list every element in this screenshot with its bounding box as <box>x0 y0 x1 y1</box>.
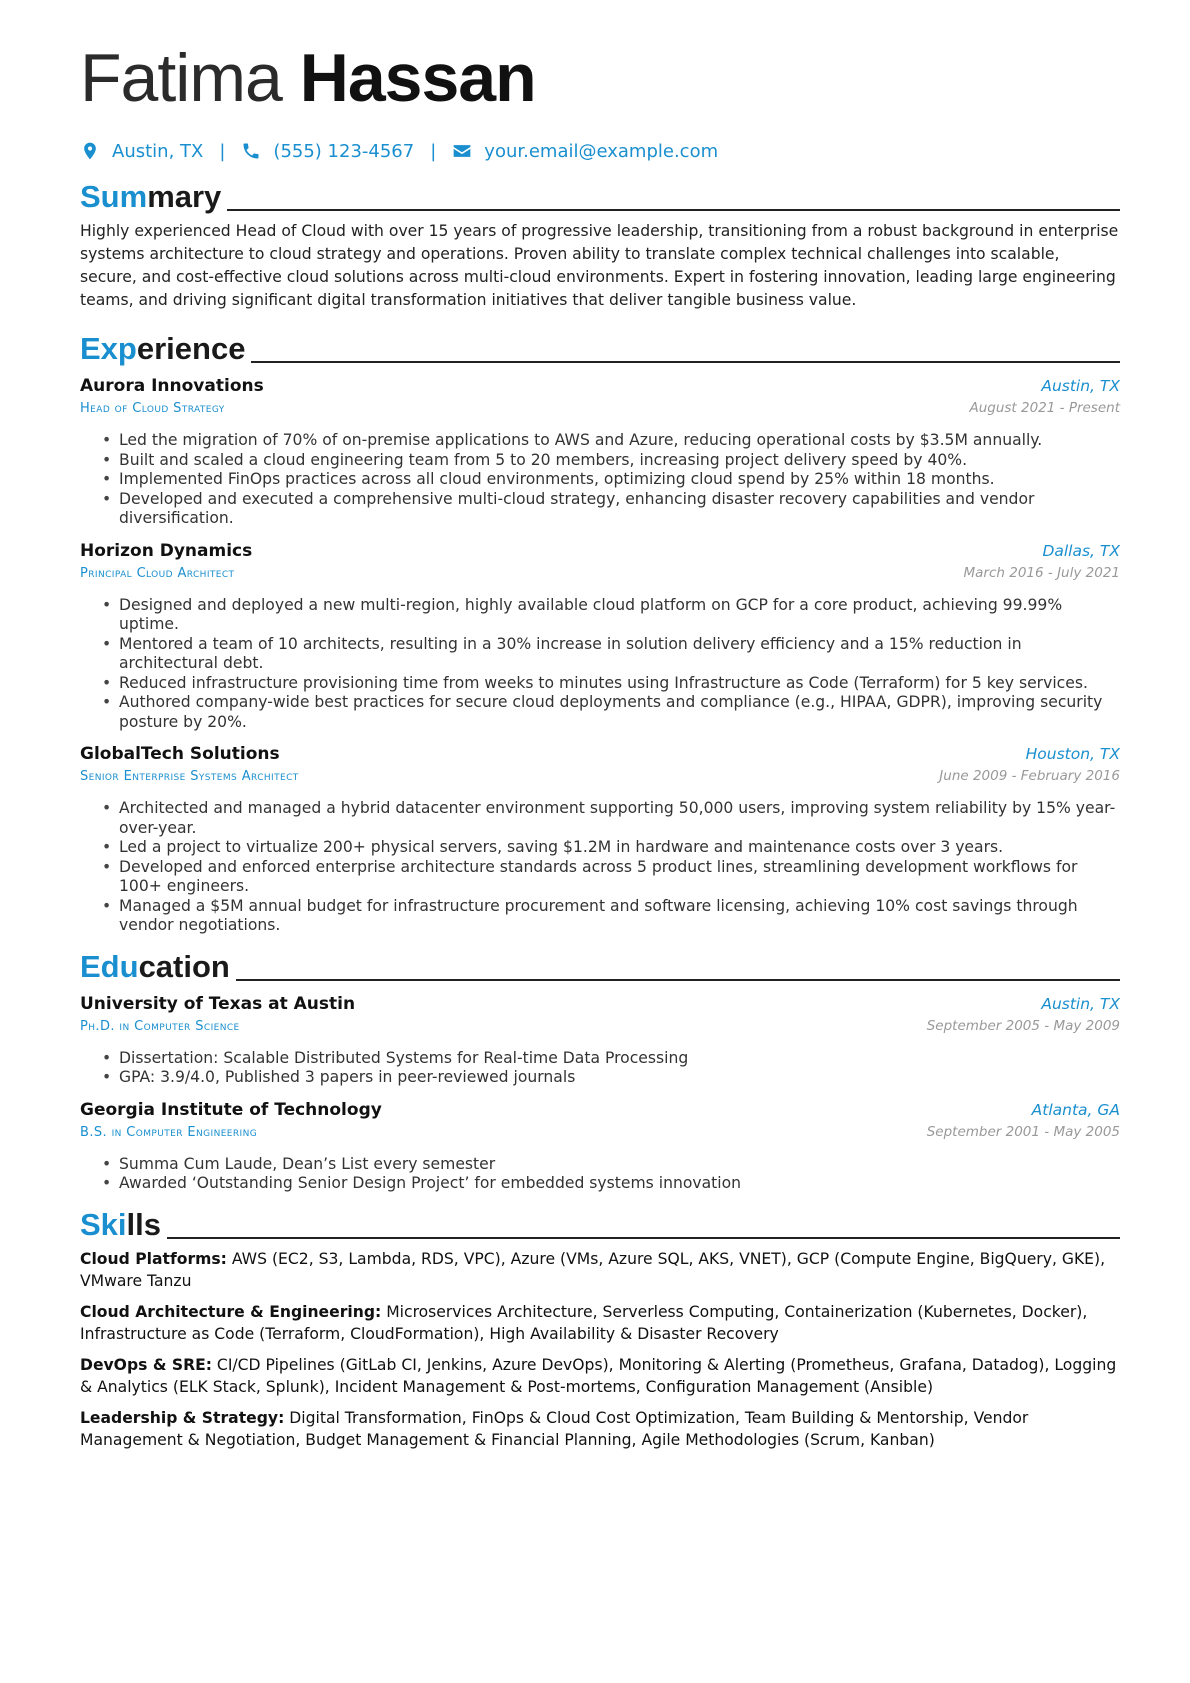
title-accent: Sum <box>80 179 148 214</box>
contact-bar <box>80 138 1120 164</box>
skills-heading <box>80 1204 1120 1242</box>
job-location: Dallas, TX <box>1042 541 1120 560</box>
title-accent: Edu <box>80 948 139 984</box>
skill-text: Digital Transformation, FinOps & Cloud Cost Optimization, Team Building & Mentorship, Vendor Management & Negotiation, Budget Management & Financial Planning, Agile Methodologies (Scrum, Kanban) <box>80 1408 1029 1449</box>
skill-label: Leadership & Strategy: <box>80 1408 285 1427</box>
job-bullets <box>80 431 1120 529</box>
section-title <box>80 1208 161 1242</box>
title-rest: mary <box>147 179 222 214</box>
school-name: Georgia Institute of Technology <box>80 1099 382 1120</box>
bullet-item: • Awarded ‘Outstanding Senior Design Project’ for embedded systems innovation <box>80 1174 1120 1194</box>
bullet-item: • Dissertation: Scalable Distributed Systems for Real-time Data Processing <box>80 1049 1120 1069</box>
school-bullets <box>80 1155 1120 1194</box>
school-entry <box>80 1100 1120 1194</box>
skill-label: Cloud Platforms: <box>80 1249 227 1268</box>
job-company: GlobalTech Solutions <box>80 744 280 764</box>
job-company: Horizon Dynamics <box>80 540 253 561</box>
email-text: your.email@example.com <box>484 140 719 162</box>
job-company: Aurora Innovations <box>80 376 264 396</box>
school-entry <box>80 994 1120 1088</box>
phone-text: (555) 123-4567 <box>273 140 415 162</box>
bullet-item: • Authored company-wide best practices for secure cloud deployments and compliance (e.g., HIPAA, GDPR), improving security posture by 20%. <box>80 693 1120 732</box>
candidate-name <box>80 42 1120 114</box>
summary-heading <box>80 176 1120 214</box>
bullet-item: • Developed and executed a comprehensive multi-cloud strategy, enhancing disaster recovery capabilities and vendor diversification. <box>80 490 1120 529</box>
skill-row <box>80 1354 1120 1399</box>
school-name: University of Texas at Austin <box>80 993 356 1014</box>
job-title: Senior Enterprise Systems Architect <box>80 769 299 784</box>
bullet-item: • Led a project to virtualize 200+ physical servers, saving $1.2M in hardware and maintenance costs over 3 years. <box>80 838 1120 858</box>
job-bullets <box>80 799 1120 936</box>
degree: B.S. in Computer Engineering <box>80 1124 258 1140</box>
bullet-item: • GPA: 3.9/4.0, Published 3 papers in peer-reviewed journals <box>80 1068 1120 1088</box>
job-entry <box>80 376 1120 529</box>
location-text: Austin, TX <box>112 140 204 162</box>
experience-list <box>80 376 1120 936</box>
section-title <box>80 950 230 984</box>
first-name: Fatima <box>80 40 282 116</box>
skill-text: AWS (EC2, S3, Lambda, RDS, VPC), Azure (VMs, Azure SQL, AKS, VNET), GCP (Compute Engine, BigQuery, GKE), VMware Tanzu <box>80 1249 1106 1290</box>
bullet-item: • Led the migration of 70% of on-premise applications to AWS and Azure, reducing operational costs by $3.5M annually. <box>80 431 1120 451</box>
contact-phone[interactable] <box>241 141 414 162</box>
section-title <box>80 332 245 366</box>
title-rest: lls <box>126 1206 161 1242</box>
section-rule <box>236 979 1120 981</box>
skill-row <box>80 1248 1120 1293</box>
contact-email[interactable] <box>452 141 718 162</box>
skill-label: DevOps & SRE: <box>80 1355 212 1374</box>
skill-text: Microservices Architecture, Serverless Computing, Containerization (Kubernetes, Docker), Infrastructure as Code (Terraform, CloudFormation), High Availability & Disaster Recovery <box>80 1302 1088 1343</box>
section-rule <box>251 361 1120 363</box>
job-location: Houston, TX <box>1025 745 1120 763</box>
degree: Ph.D. in Computer Science <box>80 1018 240 1034</box>
job-title: Principal Cloud Architect <box>80 565 235 581</box>
job-dates: March 2016 - July 2021 <box>963 564 1120 581</box>
job-entry <box>80 744 1120 936</box>
bullet-item: • Reduced infrastructure provisioning time from weeks to minutes using Infrastructure as Code (Terraform) for 5 key services. <box>80 674 1120 694</box>
school-location: Atlanta, GA <box>1031 1100 1120 1119</box>
bullet-item: • Summa Cum Laude, Dean’s List every semester <box>80 1155 1120 1175</box>
bullet-item: • Implemented FinOps practices across all cloud environments, optimizing cloud spend by 25% within 18 months. <box>80 470 1120 490</box>
contact-location <box>80 141 203 162</box>
school-dates: September 2005 - May 2009 <box>926 1017 1120 1034</box>
school-dates: September 2001 - May 2005 <box>926 1123 1120 1140</box>
map-pin-icon <box>80 141 100 161</box>
school-location: Austin, TX <box>1041 994 1120 1013</box>
skill-text: CI/CD Pipelines (GitLab CI, Jenkins, Azure DevOps), Monitoring & Alerting (Prometheus, Grafana, Datadog), Logging & Analytics (ELK Stack, Splunk), Incident Management & Post-mortems, Configuration Management (Ansible) <box>80 1355 1117 1396</box>
bullet-item: • Managed a $5M annual budget for infrastructure procurement and software licensing, achieving 10% cost savings through vendor negotiations. <box>80 897 1120 936</box>
section-rule <box>227 209 1120 211</box>
skill-row <box>80 1407 1120 1452</box>
job-dates: June 2009 - February 2016 <box>939 768 1120 784</box>
contact-separator: | <box>219 140 226 162</box>
title-accent: Ski <box>80 1206 127 1242</box>
experience-heading <box>80 328 1120 366</box>
bullet-item: • Architected and managed a hybrid datacenter environment supporting 50,000 users, improving system reliability by 15% year-over-year. <box>80 799 1120 838</box>
job-location: Austin, TX <box>1041 377 1120 395</box>
skills-list <box>80 1248 1120 1452</box>
phone-icon <box>241 141 261 161</box>
title-accent: Exp <box>80 331 137 366</box>
job-entry <box>80 541 1120 733</box>
school-bullets <box>80 1049 1120 1088</box>
education-heading <box>80 946 1120 984</box>
section-rule <box>167 1237 1120 1239</box>
bullet-item: • Developed and enforced enterprise architecture standards across 5 product lines, streamlining development workflows for 100+ engineers. <box>80 858 1120 897</box>
job-bullets <box>80 596 1120 733</box>
summary-text: Highly experienced Head of Cloud with over 15 years of progressive leadership, transitioning from a robust background in enterprise systems architecture to cloud strategy and operations. Proven ability to translate complex technical challenges into scalable, secure, and cost-effective cloud solutions across multi-cloud environments. Expert in fostering innovation, leading large engineering teams, and driving significant digital transformation initiatives that deliver tangible business value. <box>80 222 1119 309</box>
title-rest: erience <box>136 331 246 366</box>
section-title <box>80 180 221 214</box>
bullet-item: • Mentored a team of 10 architects, resulting in a 30% increase in solution delivery efficiency and a 15% reduction in architectural debt. <box>80 635 1120 674</box>
bullet-item: • Built and scaled a cloud engineering team from 5 to 20 members, increasing project delivery speed by 40%. <box>80 451 1120 471</box>
contact-separator: | <box>430 140 437 162</box>
job-dates: August 2021 - Present <box>969 400 1120 416</box>
skill-label: Cloud Architecture & Engineering: <box>80 1302 382 1321</box>
education-list <box>80 994 1120 1194</box>
last-name: Hassan <box>299 40 536 116</box>
job-title: Head of Cloud Strategy <box>80 401 225 416</box>
bullet-item: • Designed and deployed a new multi-region, highly available cloud platform on GCP for a core product, achieving 99.99% uptime. <box>80 596 1120 635</box>
skill-row <box>80 1301 1120 1346</box>
envelope-icon <box>452 141 472 161</box>
title-rest: cation <box>138 948 230 984</box>
